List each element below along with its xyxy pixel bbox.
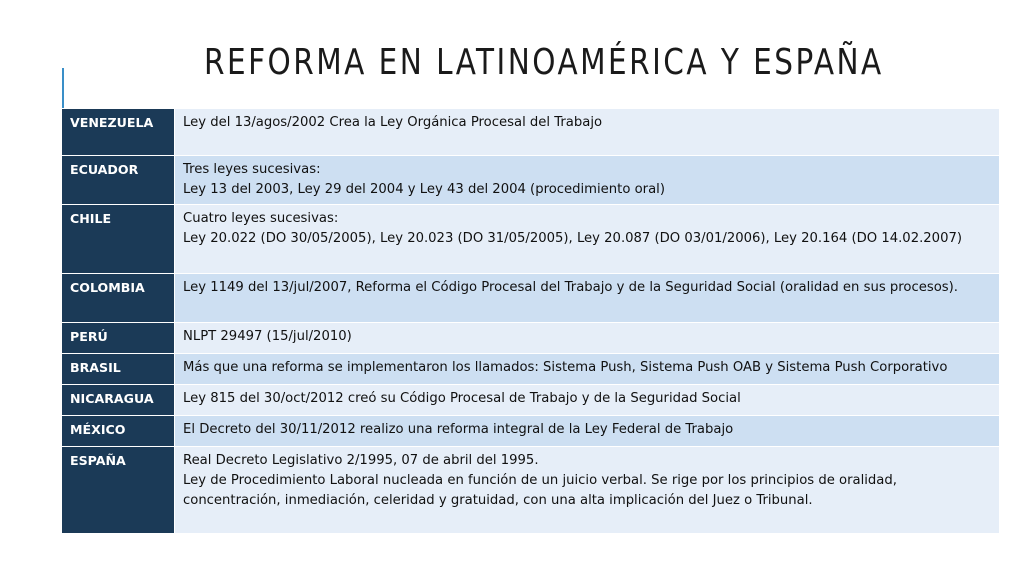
description-cell — [175, 447, 1000, 534]
country-cell: ESPAÑA — [62, 447, 175, 534]
table-row — [62, 205, 1000, 274]
description-line: Ley 1149 del 13/jul/2007, Reforma el Código Procesal del Trabajo y de la Seguridad Social (oralidad en sus procesos). — [183, 280, 958, 295]
description-line: El Decreto del 30/11/2012 realizo una reforma integral de la Ley Federal de Trabajo — [183, 422, 734, 437]
description-cell — [175, 156, 1000, 205]
table-row — [62, 354, 1000, 385]
table-row — [62, 156, 1000, 205]
description-line: Ley de Procedimiento Laboral nucleada en función de un juicio verbal. Se rige por los principios de oralidad, concentración, inmediación, celeridad y gratuidad, con una alta implicación del Juez o Tribunal. — [183, 473, 897, 508]
country-cell: BRASIL — [62, 354, 175, 385]
description-line: Ley 13 del 2003, Ley 29 del 2004 y Ley 43 del 2004 (procedimiento oral) — [183, 182, 665, 197]
description-line: Más que una reforma se implementaron los llamados: Sistema Push, Sistema Push OAB y Sistema Push Corporativo — [183, 360, 948, 375]
country-cell: VENEZUELA — [62, 109, 175, 156]
table-row — [62, 323, 1000, 354]
description-cell — [175, 416, 1000, 447]
table-row — [62, 385, 1000, 416]
description-cell — [175, 385, 1000, 416]
description-line: Ley 815 del 30/oct/2012 creó su Código Procesal de Trabajo y de la Seguridad Social — [183, 391, 741, 406]
country-cell: ECUADOR — [62, 156, 175, 205]
description-line: Ley 20.022 (DO 30/05/2005), Ley 20.023 (DO 31/05/2005), Ley 20.087 (DO 03/01/2006), Ley 20.164 (DO 14.02.2007) — [183, 231, 962, 246]
country-cell: NICARAGUA — [62, 385, 175, 416]
table-row — [62, 447, 1000, 534]
description-line: Ley del 13/agos/2002 Crea la Ley Orgánica Procesal del Trabajo — [183, 115, 603, 130]
description-cell — [175, 109, 1000, 156]
description-cell — [175, 205, 1000, 274]
country-cell: COLOMBIA — [62, 274, 175, 323]
description-line: NLPT 29497 (15/jul/2010) — [183, 329, 352, 344]
description-line: Tres leyes sucesivas: — [183, 162, 321, 177]
table-row — [62, 109, 1000, 156]
table-row — [62, 416, 1000, 447]
country-cell: CHILE — [62, 205, 175, 274]
table-row — [62, 274, 1000, 323]
description-line: Real Decreto Legislativo 2/1995, 07 de abril del 1995. — [183, 453, 539, 468]
slide-title: REFORMA EN LATINOAMÉRICA Y ESPAÑA — [204, 42, 884, 83]
country-cell: MÉXICO — [62, 416, 175, 447]
description-cell — [175, 354, 1000, 385]
title-accent-bar — [62, 68, 64, 108]
description-cell — [175, 323, 1000, 354]
description-cell — [175, 274, 1000, 323]
country-cell: PERÚ — [62, 323, 175, 354]
reform-table — [61, 108, 1000, 534]
description-line: Cuatro leyes sucesivas: — [183, 211, 339, 226]
